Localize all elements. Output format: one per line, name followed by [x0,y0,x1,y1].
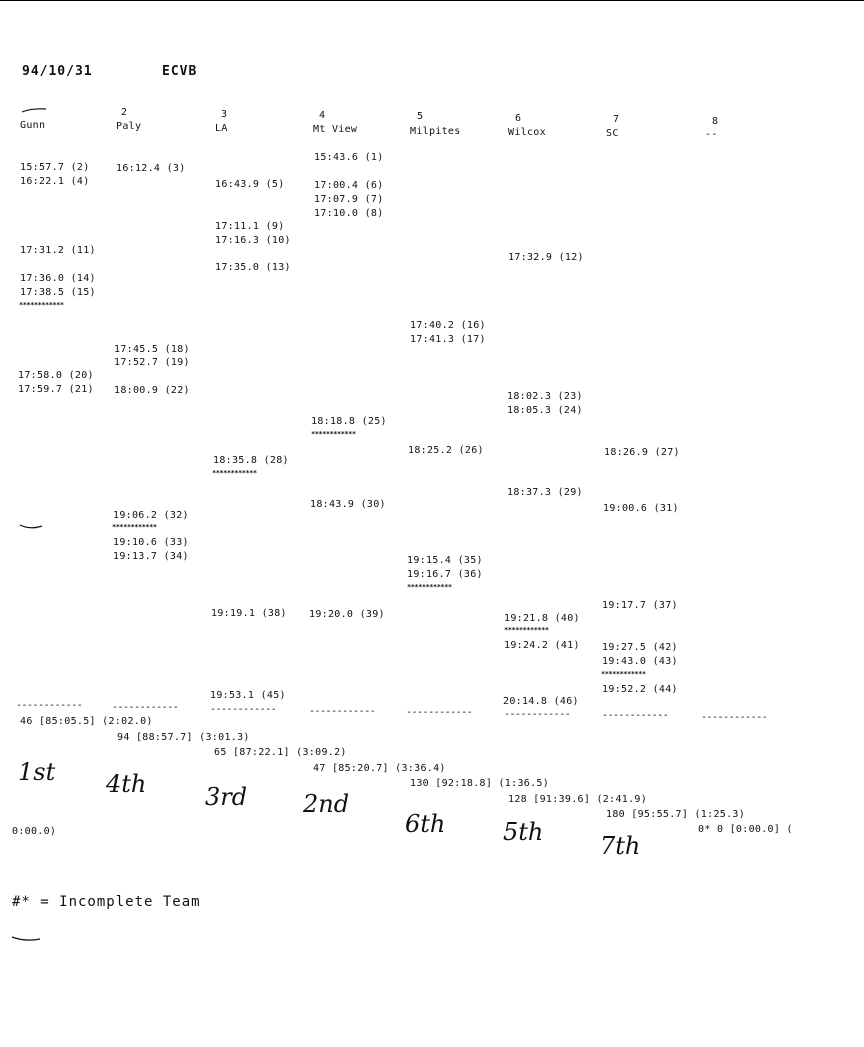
column-name-la: LA [215,123,228,134]
check-mark-icon [20,106,50,116]
finisher-entry: 19:00.6 (31) [603,503,679,514]
column-footer-divider: ------------ [602,710,669,721]
team-total-sc: 180 [95:55.7] (1:25.3) [606,809,746,820]
column-name-8: -- [705,129,718,140]
finisher-entry: 15:43.6 (1) [314,152,384,163]
column-number-sc: 7 [613,114,620,125]
finisher-entry: 18:18.8 (25) [311,416,387,427]
column-name-sc: SC [606,128,619,139]
column-name-paly: Paly [116,121,142,132]
finisher-entry: 18:02.3 (23) [507,391,583,402]
check-mark-icon [10,934,44,944]
legend-incomplete-team: #* = Incomplete Team [12,894,201,910]
team-total-gunn: 46 [85:05.5] (2:02.0) [20,716,153,727]
column-footer-divider: ------------ [309,706,376,717]
finisher-entry: 18:00.9 (22) [114,385,190,396]
finisher-entry: 19:21.8 (40) [504,613,580,624]
finisher-entry: 18:25.2 (26) [408,445,484,456]
handwritten-placing-sc: 7th [600,832,641,860]
meet-date: 94/10/31 [22,64,93,79]
team-total-paly: 94 [88:57.7] (3:01.3) [117,732,250,743]
handwritten-placing-gunn: 1st [18,758,56,786]
finisher-entry: 17:00.4 (6) [314,180,384,191]
column-footer-divider: ------------ [504,709,571,720]
finisher-entry: 18:37.3 (29) [507,487,583,498]
team-fifth-runner-marker: ************ [212,469,257,477]
team-total-8-wrap: 0:00.0) [12,826,57,837]
handwritten-placing-la: 3rd [205,783,248,811]
column-number-8: 8 [712,116,719,127]
team-fifth-runner-marker: ************ [407,583,452,591]
finisher-entry: 17:38.5 (15) [20,287,96,298]
finisher-entry: 19:06.2 (32) [113,510,189,521]
finisher-entry: 17:07.9 (7) [314,194,384,205]
finisher-entry: 17:36.0 (14) [20,273,96,284]
finisher-entry: 18:05.3 (24) [507,405,583,416]
column-number-milpites: 5 [417,111,424,122]
team-total-mt-view: 47 [85:20.7] (3:36.4) [313,763,446,774]
team-total-8: 0* 0 [0:00.0] ( [698,824,793,835]
finisher-entry: 18:35.8 (28) [213,455,289,466]
team-fifth-runner-marker: ************ [112,523,157,531]
meet-name: ECVB [162,64,198,79]
handwritten-placing-mt-view: 2nd [303,790,350,818]
finisher-entry: 17:41.3 (17) [410,334,486,345]
column-number-wilcox: 6 [515,113,522,124]
finisher-entry: 19:43.0 (43) [602,656,678,667]
finisher-entry: 17:58.0 (20) [18,370,94,381]
finisher-entry: 18:26.9 (27) [604,447,680,458]
finisher-entry: 17:35.0 (13) [215,262,291,273]
finisher-entry: 18:43.9 (30) [310,499,386,510]
column-name-wilcox: Wilcox [508,127,546,138]
column-footer-divider: ------------ [16,700,83,711]
finisher-entry: 19:24.2 (41) [504,640,580,651]
finisher-entry: 17:11.1 (9) [215,221,285,232]
column-footer-divider: ------------ [701,712,768,723]
column-number-mt-view: 4 [319,110,326,121]
finisher-entry: 16:22.1 (4) [20,176,90,187]
finisher-entry: 19:20.0 (39) [309,609,385,620]
check-mark-icon [18,522,46,532]
team-total-la: 65 [87:22.1] (3:09.2) [214,747,347,758]
column-name-gunn: Gunn [20,120,46,131]
finisher-entry: 17:45.5 (18) [114,344,190,355]
finisher-entry: 15:57.7 (2) [20,162,90,173]
column-footer-divider: ------------ [406,707,473,718]
finisher-entry: 19:19.1 (38) [211,608,287,619]
team-total-wilcox: 128 [91:39.6] (2:41.9) [508,794,648,805]
team-fifth-runner-marker: ************ [504,626,549,634]
column-footer-divider: ------------ [210,704,277,715]
finisher-entry: 19:16.7 (36) [407,569,483,580]
finisher-entry: 17:16.3 (10) [215,235,291,246]
finisher-entry: 16:43.9 (5) [215,179,285,190]
top-border-line [0,0,864,1]
team-total-milpites: 130 [92:18.8] (1:36.5) [410,778,550,789]
column-number-la: 3 [221,109,228,120]
column-name-mt-view: Mt View [313,124,358,135]
handwritten-placing-milpites: 6th [405,810,446,838]
finisher-entry: 17:52.7 (19) [114,357,190,368]
finisher-entry: 19:15.4 (35) [407,555,483,566]
finisher-entry: 19:52.2 (44) [602,684,678,695]
finisher-entry: 17:40.2 (16) [410,320,486,331]
finisher-entry: 19:13.7 (34) [113,551,189,562]
team-fifth-runner-marker: ************ [311,430,356,438]
column-footer-divider: ------------ [112,702,179,713]
finisher-entry: 17:10.0 (8) [314,208,384,219]
finisher-entry: 17:31.2 (11) [20,245,96,256]
team-fifth-runner-marker: ************ [601,670,646,678]
finisher-entry: 19:27.5 (42) [602,642,678,653]
finisher-entry: 16:12.4 (3) [116,163,186,174]
team-fifth-runner-marker: ************ [19,301,64,309]
column-number-paly: 2 [121,107,128,118]
finisher-entry: 19:53.1 (45) [210,690,286,701]
handwritten-placing-wilcox: 5th [503,818,544,846]
finisher-entry: 17:32.9 (12) [508,252,584,263]
finisher-entry: 17:59.7 (21) [18,384,94,395]
finisher-entry: 20:14.8 (46) [503,696,579,707]
finisher-entry: 19:17.7 (37) [602,600,678,611]
handwritten-placing-paly: 4th [106,770,147,798]
finisher-entry: 19:10.6 (33) [113,537,189,548]
column-name-milpites: Milpites [410,126,461,137]
